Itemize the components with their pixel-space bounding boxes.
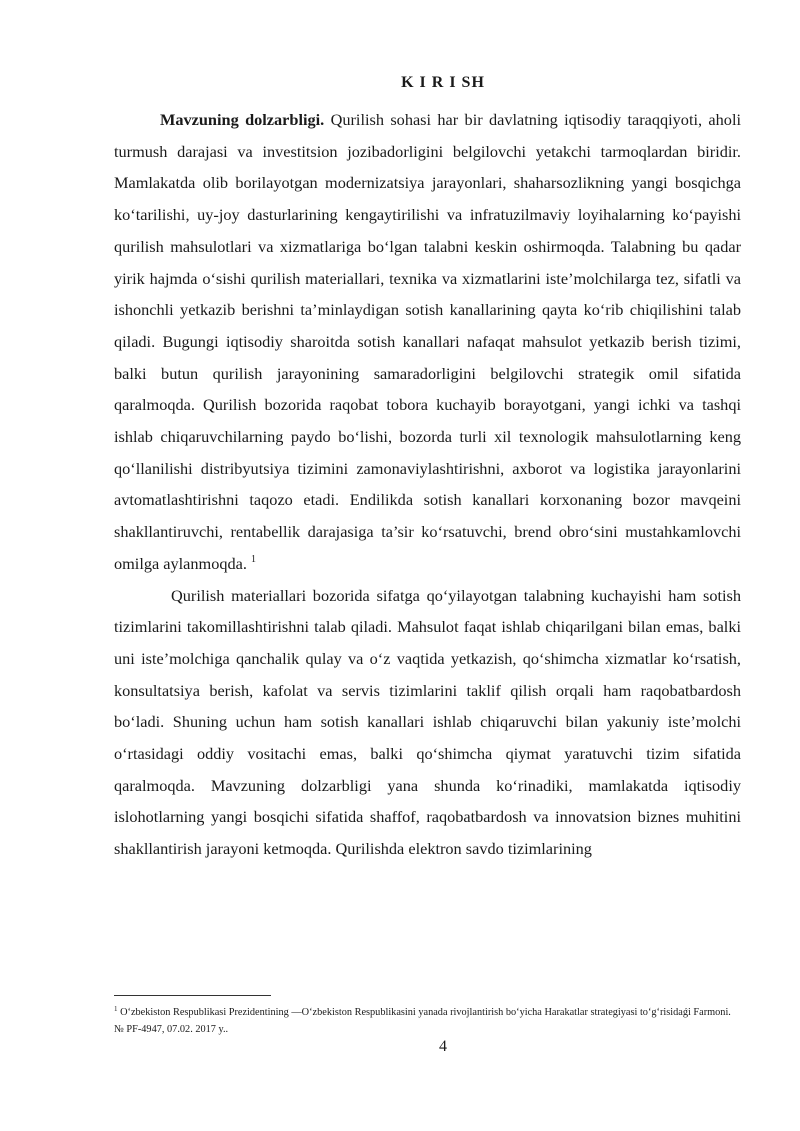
footnote-marker: 1 xyxy=(114,1005,118,1013)
footnote-text: O‘zbekiston Respublikasi Prezidentining —O‘zbekiston Respublikasini yanada rivojlantirish bo‘yicha Harakatlar strategiyasi to‘g‘risidaǵi Farmoni. № PF-4947, 07.02. 2017 y.. xyxy=(114,1007,731,1035)
paragraph-lead: Mavzuning dolzarbligi. xyxy=(160,110,325,129)
footnote-separator xyxy=(114,995,271,996)
paragraph-1 xyxy=(114,104,741,580)
paragraph-1-text: Qurilish sohasi har bir davlatning iqtisodiy taraqqiyoti, aholi turmush darajasi va investitsion jozibadorligini belgilovchi yetakchi tarmoqlardan biridir. Mamlakatda olib borilayotgan modernizatsiya jarayonlari, shaharsozlikning yangi bosqichga ko‘tarilishi, uy-joy dasturlarining kengaytirilishi va infratuzilmaviy loyihalarning ko‘payishi qurilish mahsulotlari va xizmatlariga bo‘lgan talabni keskin oshirmoqda. Talabning bu qadar yirik hajmda o‘sishi qurilish materiallari, texnika va xizmatlarini iste’molchilarga tez, sifatli va ishonchli yetkazib berishni ta’minlaydigan sotish kanallarining qayta ko‘rib chiqilishini talab qiladi. Bugungi iqtisodiy sharoitda sotish kanallari nafaqat mahsulot yetkazib berish tizimi, balki butun qurilish jarayonining samaradorligini belgilovchi strategik omil sifatida qaralmoqda. Qurilish bozorida raqobat tobora kuchayib borayotgani, yangi ichki va tashqi ishlab chiqaruvchilarning paydo bo‘lishi, bozorda turli xil texnologik mahsulotlarning keng qo‘llanilishi distribyutsiya tizimini zamonaviylashtirishni, axborot va logistika jarayonlarini avtomatlashtirishni taqozo etadi. Endilikda sotish kanallari korxonaning bozor mavqeini shakllantiruvchi, rentabellik darajasiga ta’sir ko‘rsatuvchi, brend obro‘sini mustahkamlovchi omilga aylanmoqda. xyxy=(114,110,741,573)
page-number: 4 xyxy=(439,1038,447,1055)
body-text xyxy=(114,104,741,865)
footnote-reference[interactable]: 1 xyxy=(251,553,256,565)
section-title: K I R I SH xyxy=(401,74,485,91)
footnote xyxy=(114,1004,741,1038)
paragraph-2: Qurilish materiallari bozorida sifatga qo‘yilayotgan talabning kuchayishi ham sotish tizimlarini takomillashtirishni talab qiladi. Mahsulot faqat ishlab chiqarilgani bilan emas, balki uni iste’molchiga qanchalik qulay va o‘z vaqtida yetkazish, qo‘shimcha xizmatlar ko‘rsatish, konsultatsiya berish, kafolat va servis tizimlarini taklif qilish orqali ham raqobatbardosh bo‘ladi. Shuning uchun ham sotish kanallari ishlab chiqaruvchi bilan yakuniy iste’molchi o‘rtasidagi oddiy vositachi emas, balki qo‘shimcha qiymat yaratuvchi tizim sifatida qaralmoqda. Mavzuning dolzarbligi yana shunda ko‘rinadiki, mamlakatda iqtisodiy islohotlarning yangi bosqichi sifatida shaffof, raqobatbardosh va innovatsion biznes muhitini shakllantirish jarayoni ketmoqda. Qurilishda elektron savdo tizimlarining xyxy=(114,585,741,859)
